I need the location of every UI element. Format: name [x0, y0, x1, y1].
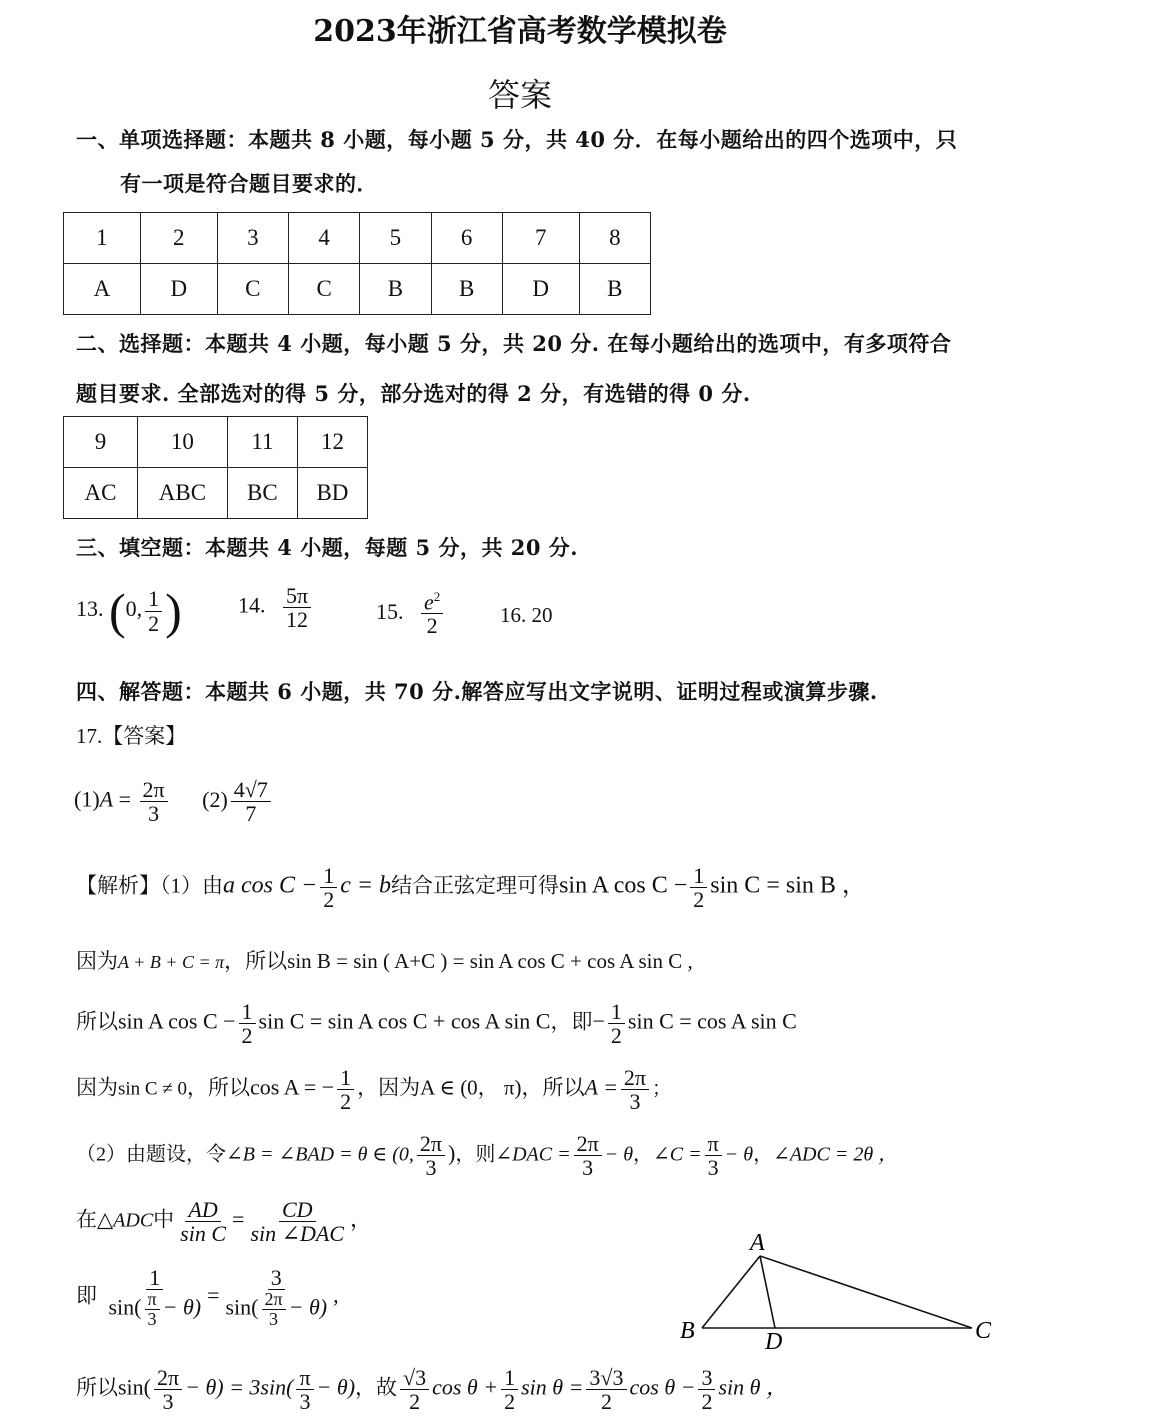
table-cell: 8: [579, 213, 650, 264]
table-cell: B: [431, 264, 502, 315]
section2-heading-cont: 题目要求. 全部选对的得 5 分，部分选对的得 2 分，有选错的得 0 分.: [76, 381, 751, 406]
page-subtitle: 答案: [487, 76, 552, 114]
table-row: [64, 468, 368, 519]
table-row: [64, 264, 651, 315]
segment-ad: [760, 1256, 775, 1328]
segment-ac: [760, 1256, 972, 1328]
fill-answer-14: 14. $\frac{5\pi}{12}$: [238, 584, 314, 631]
segment-ab: [702, 1256, 760, 1328]
q13-label: 13.: [76, 596, 104, 622]
table-cell: BC: [227, 468, 297, 519]
fill-answer-15: 15. $\frac{e^2}{2}$: [376, 590, 446, 638]
solution-step-5: （2）由题设，令∠B = ∠BAD = θ ∈ (0, $\frac{2\pi}{3}$ )，则∠DAC = $\frac{2\pi}{3}$ − θ，∠C = $\frac{\pi}{3}$ − θ，∠ADC = 2θ ，: [76, 1131, 899, 1181]
table-row: [64, 213, 651, 264]
section1-heading-cont: 有一项是符合题目要求的．: [120, 171, 378, 196]
table-cell: 2: [140, 213, 217, 264]
table-cell: 4: [288, 213, 359, 264]
table-cell: 6: [431, 213, 502, 264]
fill-answer-16: 16. 20: [500, 603, 553, 627]
q15-label: 15.: [376, 598, 404, 624]
table-cell: AC: [64, 468, 138, 519]
section2-answer-table: [63, 416, 368, 519]
section4-heading: 四、解答题：本题共 6 小题，共 70 分.解答应写出文字说明、证明过程或演算步骤.: [76, 679, 878, 704]
table-cell: 1: [64, 213, 141, 264]
table-cell: D: [140, 264, 217, 315]
vertex-label-b: B: [680, 1318, 695, 1344]
table-cell: 7: [502, 213, 579, 264]
table-cell: 10: [137, 417, 227, 468]
q17-final-answer: (1)A = $\frac{2\pi}{3}$ (2) $\frac{4√7}{7}$: [74, 778, 274, 825]
q14-label: 14.: [238, 592, 266, 618]
section2-heading: 二、选择题：本题共 4 小题，每小题 5 分，共 20 分. 在每小题给出的选项中，有多项符合: [76, 331, 952, 356]
table-cell: ABC: [137, 468, 227, 519]
table-cell: A: [64, 264, 141, 315]
section1-answer-table: [63, 212, 651, 315]
table-row: [64, 417, 368, 468]
solution-step-8: 所以sin( $\frac{2\pi}{3}$ − θ) = 3sin( $\frac{\pi}{3}$ − θ)，故 $\frac{√3}{2}$ cos θ + $\frac{1}{2}$ sin θ = $\frac{3√3}{2}$ cos θ − $\frac{3}{2}$ sin θ ，: [76, 1365, 788, 1415]
table-cell: 12: [297, 417, 367, 468]
solution-step-1: 【解析】（1）由a cos C − $\frac{1}{2}$ c = b结合正弦定理可得sin A cos C − $\frac{1}{2}$ sin C = sin B ，: [76, 863, 866, 913]
table-cell: 11: [227, 417, 297, 468]
solution-step-2: 因为A + B + C = π，所以sin B = sin ( A+C ) = sin A cos C + cos A sin C ,: [76, 949, 693, 973]
table-cell: 9: [64, 417, 138, 468]
table-cell: C: [217, 264, 288, 315]
table-cell: C: [288, 264, 359, 315]
page-title: 2023年浙江省高考数学模拟卷: [313, 14, 727, 49]
section1-heading: 一、单项选择题：本题共 8 小题，每小题 5 分，共 40 分．在每小题给出的四个选项中，只: [76, 127, 958, 152]
solution-step-4: 因为sin C ≠ 0，所以cos A = − $\frac{1}{2}$ ，因为A ∈ (0， π)，所以A = $\frac{2\pi}{3}$ ；: [76, 1065, 672, 1115]
solution-step-7: 即 1 sin( $\frac{\pi}{3}$ − θ) = 3 sin( $\frac{2\pi}{3}$ − θ) ,: [76, 1265, 339, 1329]
solution-step-3: 所以sin A cos C − $\frac{1}{2}$ sin C = sin A cos C + cos A sin C，即− $\frac{1}{2}$ sin C = cos A sin C: [76, 999, 797, 1049]
section3-heading: 三、填空题：本题共 4 小题，每题 5 分，共 20 分.: [76, 535, 579, 560]
table-cell: 5: [360, 213, 431, 264]
vertex-label-c: C: [975, 1318, 992, 1344]
vertex-label-d: D: [765, 1329, 783, 1355]
q17-label: 17.【答案】: [76, 724, 187, 748]
table-cell: BD: [297, 468, 367, 519]
table-cell: B: [360, 264, 431, 315]
fill-answer-13: 13. (0, $\frac{1}{2}$ ): [76, 583, 182, 639]
triangle-figure: [672, 1226, 1002, 1356]
vertex-label-a: A: [750, 1230, 765, 1256]
solution-step-6: 在△ADC中 $\frac{AD}{\text{sin C}}$ = $\frac{CD}{\text{sin ∠DAC}}$ ，: [76, 1197, 373, 1247]
table-cell: 3: [217, 213, 288, 264]
table-cell: D: [502, 264, 579, 315]
table-cell: B: [579, 264, 650, 315]
